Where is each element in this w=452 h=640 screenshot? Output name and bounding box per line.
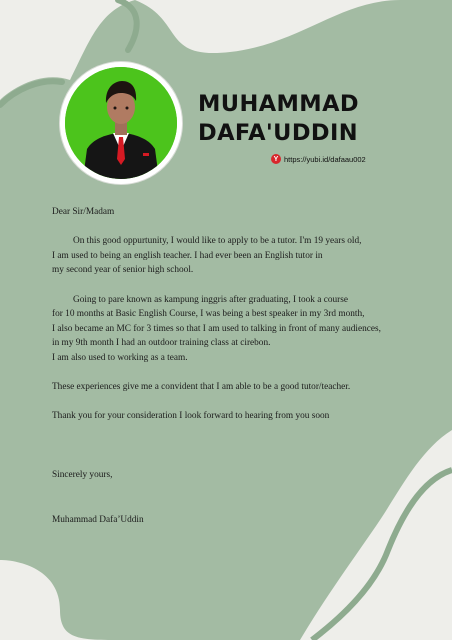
paragraph-line: in my 9th month I had an outdoor training class at cirebon. [52, 338, 271, 349]
paragraph-line: I am also used to working as a team. [52, 352, 188, 363]
closing: Sincerely yours, [52, 469, 113, 480]
profile-photo [65, 67, 177, 179]
profile-link-text[interactable]: https://yubi.id/dafaau002 [284, 154, 366, 164]
letter-body [52, 205, 422, 528]
yubi-logo-icon: Y [271, 154, 281, 164]
paragraph-line: Going to pare known as kampung inggris after graduating, I took a course [73, 294, 348, 305]
paragraph-line: On this good oppurtunity, I would like to apply to be a tutor. I'm 19 years old, [73, 236, 362, 247]
applicant-name [198, 90, 398, 148]
paragraph-line: my second year of senior high school. [52, 265, 194, 276]
salutation: Dear Sir/Madam [52, 207, 115, 217]
paragraph-line: These experiences give me a convident that I am able to be a good tutor/teacher. [52, 382, 351, 393]
paragraph-line: I am used to being an english teacher. I had ever been an English tutor in [52, 250, 323, 261]
paragraph-line: for 10 months at Basic English Course, I was being a best speaker in my 3rd month, [52, 309, 365, 320]
name-line-2: DAFA'UDDIN [198, 120, 359, 146]
name-line-1: MUHAMMAD [198, 91, 359, 117]
paragraph-line: Thank you for your consideration I look forward to hearing from you soon [52, 411, 330, 422]
profile-photo-frame [60, 62, 182, 184]
profile-link[interactable] [271, 153, 366, 165]
paragraph-line: I also became an MC for 3 times so that I am used to talking in front of many audiences, [52, 323, 381, 334]
signature: Muhammad Dafa’Uddin [52, 515, 144, 526]
